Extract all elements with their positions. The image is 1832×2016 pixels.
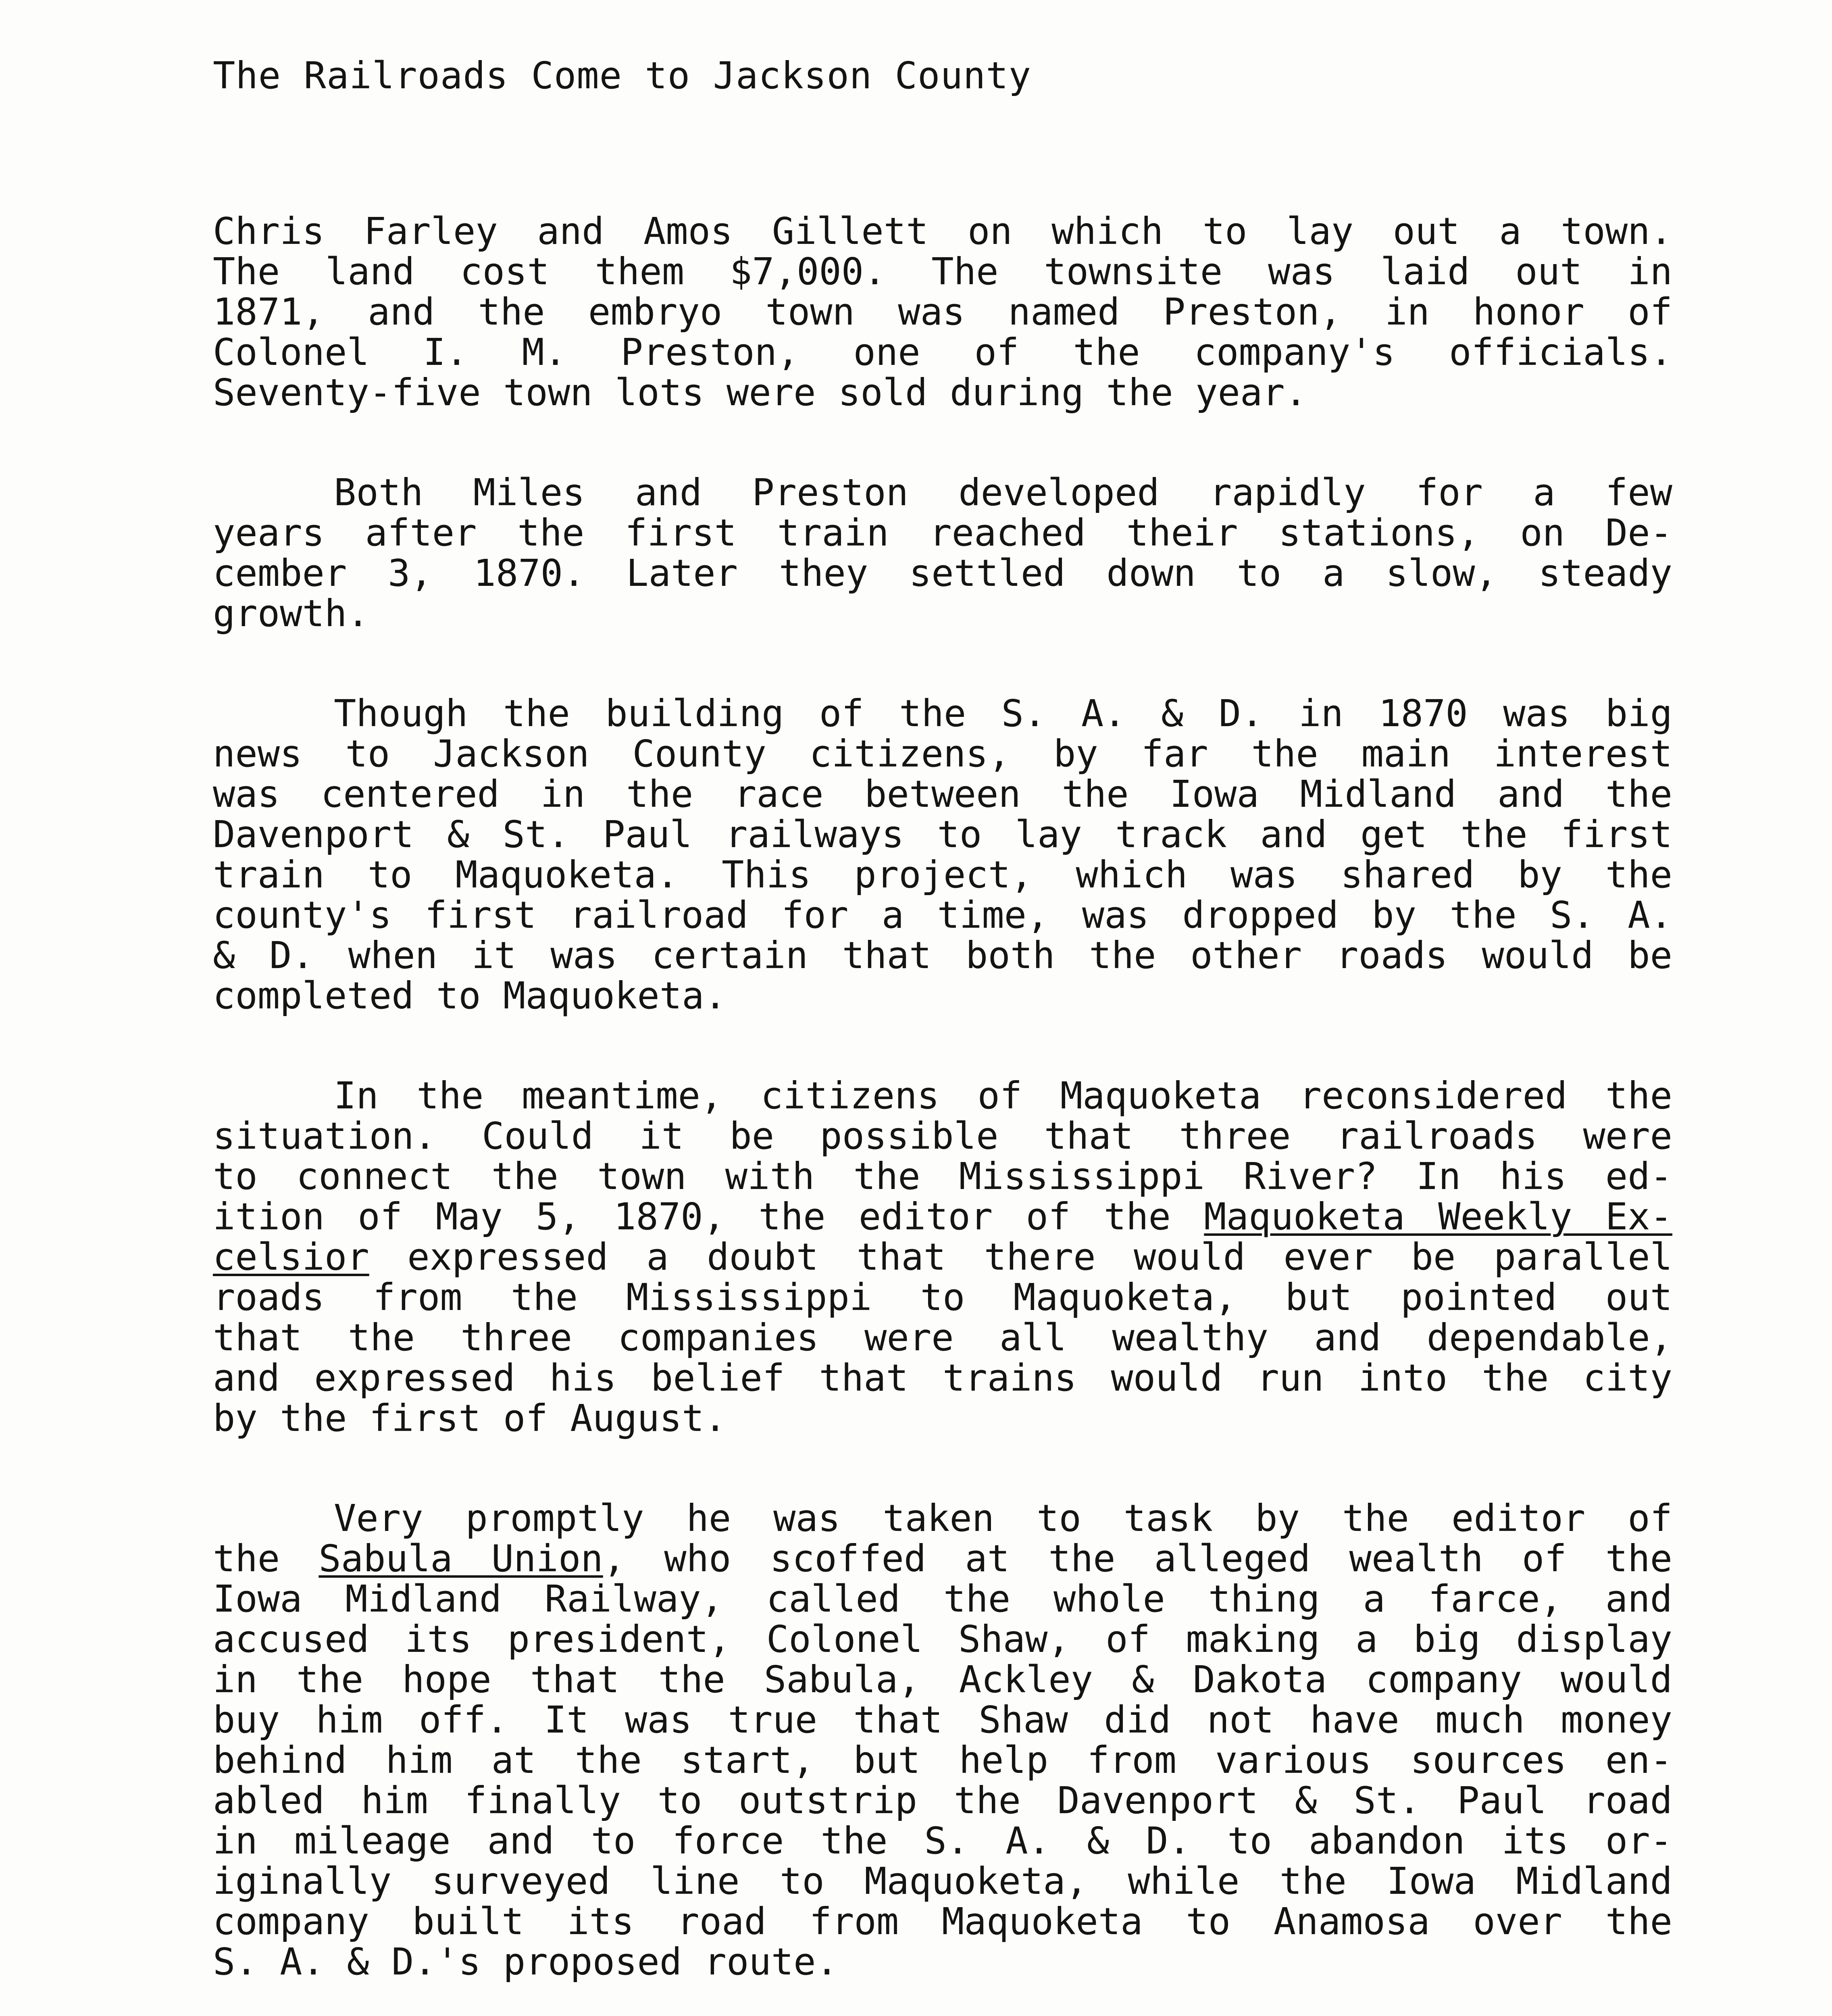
paragraph-3 (213, 694, 1672, 1016)
text-line: behind him at the start, but help from various sources en- (213, 1739, 1672, 1782)
text-line: that the three companies were all wealthy and dependable, (213, 1316, 1672, 1359)
newspaper-title-underlined: celsior (213, 1235, 369, 1279)
text-line: years after the first train reached their stations, on De- (213, 511, 1672, 554)
paragraph-1 (213, 211, 1672, 413)
text-line: and expressed his belief that trains would run into the city (213, 1356, 1672, 1400)
paragraph-4 (213, 1076, 1672, 1439)
text-line (213, 1197, 1672, 1237)
text-line: Both Miles and Preston developed rapidly for a few (334, 471, 1672, 514)
text-line: roads from the Mississippi to Maquoketa, but pointed out (213, 1276, 1672, 1319)
text-line: to connect the town with the Mississippi River? In his ed- (213, 1155, 1672, 1198)
text-line: & D. when it was certain that both the other roads would be (213, 934, 1672, 977)
text-segment: , who scoffed at the alleged wealth of the (603, 1537, 1673, 1580)
paragraph-5 (213, 1498, 1672, 1982)
newspaper-title-underlined: Sabula Union (319, 1537, 603, 1580)
text-line: abled him finally to outstrip the Davenport & St. Paul road (213, 1779, 1672, 1822)
text-line: Chris Farley and Amos Gillett on which to lay out a town. (213, 210, 1672, 253)
text-line: by the first of August. (213, 1397, 727, 1440)
text-line: Seventy-five town lots were sold during the year. (213, 371, 1307, 414)
text-line: In the meantime, citizens of Maquoketa reconsidered the (334, 1074, 1672, 1117)
text-line (213, 1539, 1672, 1579)
text-line: news to Jackson County citizens, by far the main interest (213, 732, 1672, 775)
text-line (213, 1237, 1672, 1277)
text-line: in mileage and to force the S. A. & D. to abandon its or- (213, 1819, 1672, 1862)
text-segment: ition of May 5, 1870, the editor of the (213, 1195, 1204, 1238)
paragraph-2 (213, 473, 1672, 634)
text-line: situation. Could it be possible that three railroads were (213, 1114, 1672, 1158)
text-line: completed to Maquoketa. (213, 974, 727, 1017)
running-head: The Railroads Come to Jackson County (213, 54, 1031, 97)
text-line: company built its road from Maquoketa to Anamosa over the (213, 1900, 1672, 1943)
body-text (213, 211, 1672, 2016)
text-line: Colonel I. M. Preston, one of the company's officials. (213, 331, 1672, 374)
text-line: The land cost them $7,000. The townsite was laid out in (213, 250, 1672, 293)
text-segment: the (213, 1537, 319, 1580)
text-line: Iowa Midland Railway, called the whole thing a farce, and (213, 1577, 1672, 1620)
text-segment: expressed a doubt that there would ever be parallel (369, 1235, 1672, 1279)
text-line: buy him off. It was true that Shaw did not have much money (213, 1698, 1672, 1741)
newspaper-title-underlined: Maquoketa Weekly Ex- (1204, 1195, 1672, 1238)
text-line: Davenport & St. Paul railways to lay track and get the first (213, 813, 1672, 856)
text-line: S. A. & D.'s proposed route. (213, 1940, 838, 1983)
text-line: Very promptly he was taken to task by the editor of (334, 1497, 1672, 1540)
text-line: was centered in the race between the Iowa Midland and the (213, 773, 1672, 816)
text-line: accused its president, Colonel Shaw, of making a big display (213, 1618, 1672, 1661)
text-line: growth. (213, 592, 369, 635)
text-line: county's first railroad for a time, was dropped by the S. A. (213, 893, 1672, 937)
text-line: 1871, and the embryo town was named Preston, in honor of (213, 290, 1672, 333)
text-line: cember 3, 1870. Later they settled down to a slow, steady (213, 552, 1672, 595)
text-line: iginally surveyed line to Maquoketa, while the Iowa Midland (213, 1860, 1672, 1903)
text-line: Though the building of the S. A. & D. in 1870 was big (334, 692, 1672, 735)
text-line: train to Maquoketa. This project, which was shared by the (213, 853, 1672, 896)
text-line: in the hope that the Sabula, Ackley & Dakota company would (213, 1658, 1672, 1701)
